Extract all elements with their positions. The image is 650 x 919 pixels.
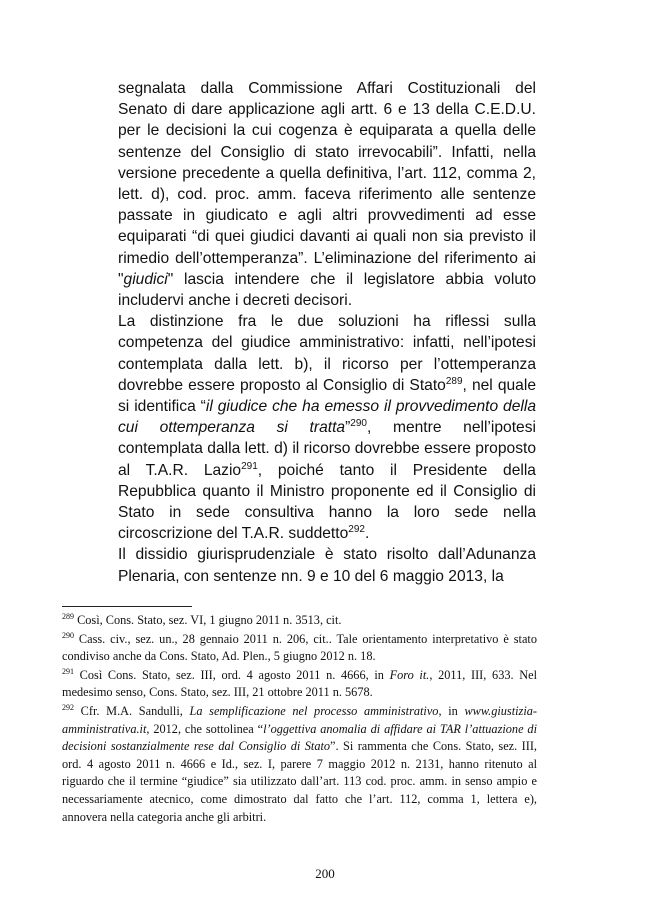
footnote-number: 289 xyxy=(62,611,74,621)
footnote-number: 292 xyxy=(62,702,74,712)
text-run: ” xyxy=(345,419,351,437)
footnote-text: ”. Si rammenta che Cons. Stato, sez. III, ord. 4 agosto 2011 n. 4666 e Id., sez. I, parere 7 maggio 2012 n. 2131, hanno ritenuto al riguardo che il termine “giudice” sia utilizzato dall’art. 113 cod. proc. amm. in senso ampio e necessariamente atecnico, come dimostrato dal fatto che l’art. 112, comma 1, lettera e), annovera nella categoria anche gli arbitri. xyxy=(62,739,537,824)
text-run: , mentre nell’ipotesi contemplata dalla lett. d) il ricorso dovrebbe essere proposto al T.A.R. Lazio xyxy=(118,419,536,479)
text-run: La distinzione fra le due soluzioni ha riflessi sulla competenza del giudice amministrativo: infatti, nell’ipotesi contemplata dalla lett. b), il ricorso per l’ottemperanza dovrebbe essere proposto al Consiglio di Stato xyxy=(118,313,536,394)
italic-text: giudici xyxy=(123,270,168,288)
footnote-291 xyxy=(62,667,537,702)
footnote-text: , 2011, III, 633. Nel medesimo senso, Cons. Stato, sez. III, 21 ottobre 2011 n. 5678. xyxy=(62,667,537,700)
italic-quote: l’oggettiva anomalia di affidare ai TAR l’attuazione di decisioni sostanzialmente rese dal Consiglio di Stato xyxy=(62,721,538,754)
text-run: . xyxy=(364,525,370,543)
text-run: segnalata dalla Commissione Affari Costituzionali del Senato di dare applicazione agli artt. 6 e 13 della C.E.D.U. per le decisioni la cui cogenza è equiparata a quella delle sentenze del Consiglio di stato irrevocabili”. Infatti, nella versione precedente a quella definitiva, l’art. 112, comma 2, lett. d), cod. proc. amm. faceva riferimento alle sentenze passate in giudicato e agli altri provvedimenti ad esse equiparati “di quei giudici davanti ai quali non sia previsto il rimedio dell’ottemperanza”. L’eliminazione del riferimento ai " xyxy=(118,80,536,288)
italic-url[interactable]: www.giustizia-amministrativa.it xyxy=(62,703,537,736)
paragraph-3 xyxy=(118,544,536,586)
paragraph-2 xyxy=(118,311,536,544)
footnote-number: 290 xyxy=(62,630,74,640)
body-text xyxy=(118,78,536,587)
footnote-number: 291 xyxy=(62,666,74,676)
paragraph-1 xyxy=(118,78,536,311)
text-run: , nel quale si identifica “ xyxy=(118,376,536,416)
footnotes xyxy=(62,612,537,827)
footnote-text: Cfr. M.A. Sandulli, xyxy=(74,703,190,718)
footnote-ref-291[interactable]: 291 xyxy=(241,460,258,472)
footnote-ref-292[interactable]: 292 xyxy=(348,524,365,536)
footnote-ref-290[interactable]: 290 xyxy=(350,418,367,430)
text-run: , poiché tanto il Presidente della Repubblica quanto il Ministro proponente ed il Consiglio di Stato in sede consultiva hanno la loro sede nella circoscrizione del T.A.R. suddetto xyxy=(118,461,536,543)
footnote-text: Cass. civ., sez. un., 28 gennaio 2011 n. 206, cit.. Tale orientamento interpretativo è stato condiviso anche da Cons. Stato, Ad. Plen., 5 giugno 2012 n. 18. xyxy=(62,631,537,664)
italic-title: La semplificazione nel processo amministrativo xyxy=(189,703,439,718)
italic-text: Foro it. xyxy=(389,667,430,682)
footnote-292 xyxy=(62,703,537,826)
page-number: 200 xyxy=(315,866,335,881)
footnote-separator xyxy=(62,606,192,607)
footnote-text: , 2012, che sottolinea “ xyxy=(146,721,264,736)
footnote-289 xyxy=(62,612,537,630)
footnote-ref-289[interactable]: 289 xyxy=(445,375,463,387)
footnote-text: , in xyxy=(438,703,465,718)
text-run: " lascia intendere che il legislatore abbia voluto includervi anche i decreti decisori. xyxy=(118,270,536,310)
italic-quote: il giudice che ha emesso il provvedimento della cui ottemperanza si tratta xyxy=(118,398,536,437)
footnote-text: Così Cons. Stato, sez. III, ord. 4 agosto 2011 n. 4666, in xyxy=(74,667,390,682)
text-run: Il dissidio giurisprudenziale è stato risolto dall’Adunanza Plenaria, con sentenze nn. 9 e 10 del 6 maggio 2013, la xyxy=(118,546,536,585)
footnote-290 xyxy=(62,631,537,666)
footnote-text: Così, Cons. Stato, sez. VI, 1 giugno 2011 n. 3513, cit. xyxy=(74,613,342,627)
